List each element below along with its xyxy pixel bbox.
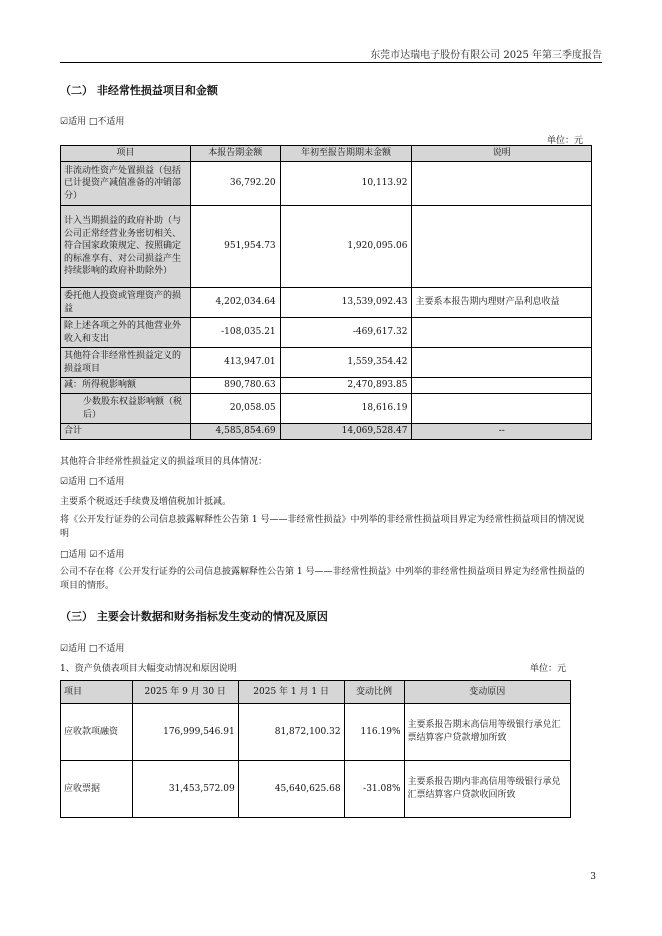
section-3-subtitle: 1、资产负债表项目大幅变动情况和原因说明 bbox=[60, 664, 237, 674]
column-header: 2025 年 1 月 1 日 bbox=[238, 681, 344, 704]
page-header: 东莞市达瑞电子股份有限公司 2025 年第三季度报告 bbox=[370, 50, 602, 61]
other-items-applicability: ☑适用 □不适用 bbox=[60, 477, 125, 487]
column-header: 本报告期金额 bbox=[190, 146, 280, 162]
row-start-value: 45,640,625.68 bbox=[238, 761, 344, 818]
row-item: 非流动性资产处置损益（包括已计提资产减值准备的冲销部分） bbox=[61, 162, 191, 206]
row-current: 36,792.20 bbox=[190, 162, 280, 206]
table-header-row bbox=[61, 146, 592, 162]
row-current: -108,035.21 bbox=[190, 318, 280, 348]
row-item: 应收款项融资 bbox=[61, 704, 133, 761]
table-row bbox=[61, 206, 592, 288]
total-current: 4,585,854.69 bbox=[190, 424, 280, 440]
row-item: 少数股东权益影响额（税后） bbox=[61, 394, 191, 424]
row-current: 4,202,034.64 bbox=[190, 288, 280, 318]
column-header: 变动比例 bbox=[344, 681, 404, 704]
column-header: 变动原因 bbox=[404, 681, 570, 704]
row-ytd: -469,617.32 bbox=[280, 318, 412, 348]
row-reason: 主要系报告期末高信用等级银行承兑汇票结算客户贷款增加所致 bbox=[404, 704, 570, 761]
row-ytd: 1,920,095.06 bbox=[280, 206, 412, 288]
non-recurring-gains-table bbox=[60, 145, 592, 440]
page-number: 3 bbox=[590, 872, 596, 882]
header-rule bbox=[60, 62, 602, 63]
section-3-title: （三） 主要会计数据和财务指标发生变动的情况及原因 bbox=[60, 610, 328, 623]
table-header-row bbox=[61, 681, 571, 704]
table-row bbox=[61, 378, 592, 394]
row-note bbox=[412, 162, 592, 206]
row-item: 其他符合非经常性损益定义的损益项目 bbox=[61, 348, 191, 378]
row-item: 减：所得税影响额 bbox=[61, 378, 191, 394]
row-start-value: 81,872,100.32 bbox=[238, 704, 344, 761]
row-ytd: 2,470,893.85 bbox=[280, 378, 412, 394]
row-note bbox=[412, 206, 592, 288]
row-item: 计入当期损益的政府补助（与公司正常经营业务密切相关、符合国家政策规定、按照确定的标准享有、对公司损益产生持续影响的政府补助除外） bbox=[61, 206, 191, 288]
row-current: 413,947.01 bbox=[190, 348, 280, 378]
row-ytd: 18,616.19 bbox=[280, 394, 412, 424]
row-note bbox=[412, 378, 592, 394]
table-row bbox=[61, 288, 592, 318]
column-header: 2025 年 9 月 30 日 bbox=[132, 681, 238, 704]
table-row bbox=[61, 162, 592, 206]
row-note: 主要系本报告期内理财产品利息收益 bbox=[412, 288, 592, 318]
table-row bbox=[61, 318, 592, 348]
total-note: -- bbox=[412, 424, 592, 440]
row-reason: 主要系报告期内非高信用等级银行承兑汇票结算客户贷款收回所致 bbox=[404, 761, 570, 818]
section-2-title: （二） 非经常性损益项目和金额 bbox=[60, 84, 218, 97]
row-current: 20,058.05 bbox=[190, 394, 280, 424]
table-row bbox=[61, 348, 592, 378]
row-ytd: 1,559,354.42 bbox=[280, 348, 412, 378]
column-header: 说明 bbox=[412, 146, 592, 162]
section-3-unit: 单位：元 bbox=[530, 664, 567, 674]
row-end-value: 176,999,546.91 bbox=[132, 704, 238, 761]
column-header: 项目 bbox=[61, 681, 133, 704]
reclass-applicability: □适用 ☑不适用 bbox=[60, 550, 125, 560]
section-2-applicability: ☑适用 □不适用 bbox=[60, 117, 125, 127]
balance-sheet-change-table bbox=[60, 680, 571, 818]
row-ytd: 13,539,092.43 bbox=[280, 288, 412, 318]
row-item: 除上述各项之外的其他营业外收入和支出 bbox=[61, 318, 191, 348]
row-note bbox=[412, 318, 592, 348]
row-item: 应收票据 bbox=[61, 761, 133, 818]
row-ratio: 116.19% bbox=[344, 704, 404, 761]
row-current: 951,954.73 bbox=[190, 206, 280, 288]
column-header: 项目 bbox=[61, 146, 191, 162]
row-ratio: -31.08% bbox=[344, 761, 404, 818]
table-total-row bbox=[61, 424, 592, 440]
row-current: 890,780.63 bbox=[190, 378, 280, 394]
reclass-text: 公司不存在将《公开发行证券的公司信息披露解释性公告第 1 号——非经常性损益》中列举的非经常性损益项目界定为经常性损益的项目的情形。 bbox=[60, 567, 585, 591]
section-2-unit: 单位：元 bbox=[547, 136, 584, 146]
column-header: 年初至报告期期末金额 bbox=[280, 146, 412, 162]
other-items-text: 主要系个税返还手续费及增值税加计抵减。 bbox=[60, 497, 232, 507]
row-ytd: 10,113.92 bbox=[280, 162, 412, 206]
other-items-title: 其他符合非经常性损益定义的损益项目的具体情况： bbox=[60, 457, 268, 467]
total-item: 合计 bbox=[61, 424, 191, 440]
total-ytd: 14,069,528.47 bbox=[280, 424, 412, 440]
reclass-title: 将《公开发行证券的公司信息披露解释性公告第 1 号——非经常性损益》中列举的非经常性损益项目界定为经常性损益项目的情况说明 bbox=[60, 515, 585, 539]
table-row bbox=[61, 761, 571, 818]
row-end-value: 31,453,572.09 bbox=[132, 761, 238, 818]
row-item: 委托他人投资或管理资产的损益 bbox=[61, 288, 191, 318]
row-note bbox=[412, 348, 592, 378]
table-row bbox=[61, 704, 571, 761]
row-note bbox=[412, 394, 592, 424]
section-3-applicability: ☑适用 □不适用 bbox=[60, 644, 125, 654]
table-row bbox=[61, 394, 592, 424]
